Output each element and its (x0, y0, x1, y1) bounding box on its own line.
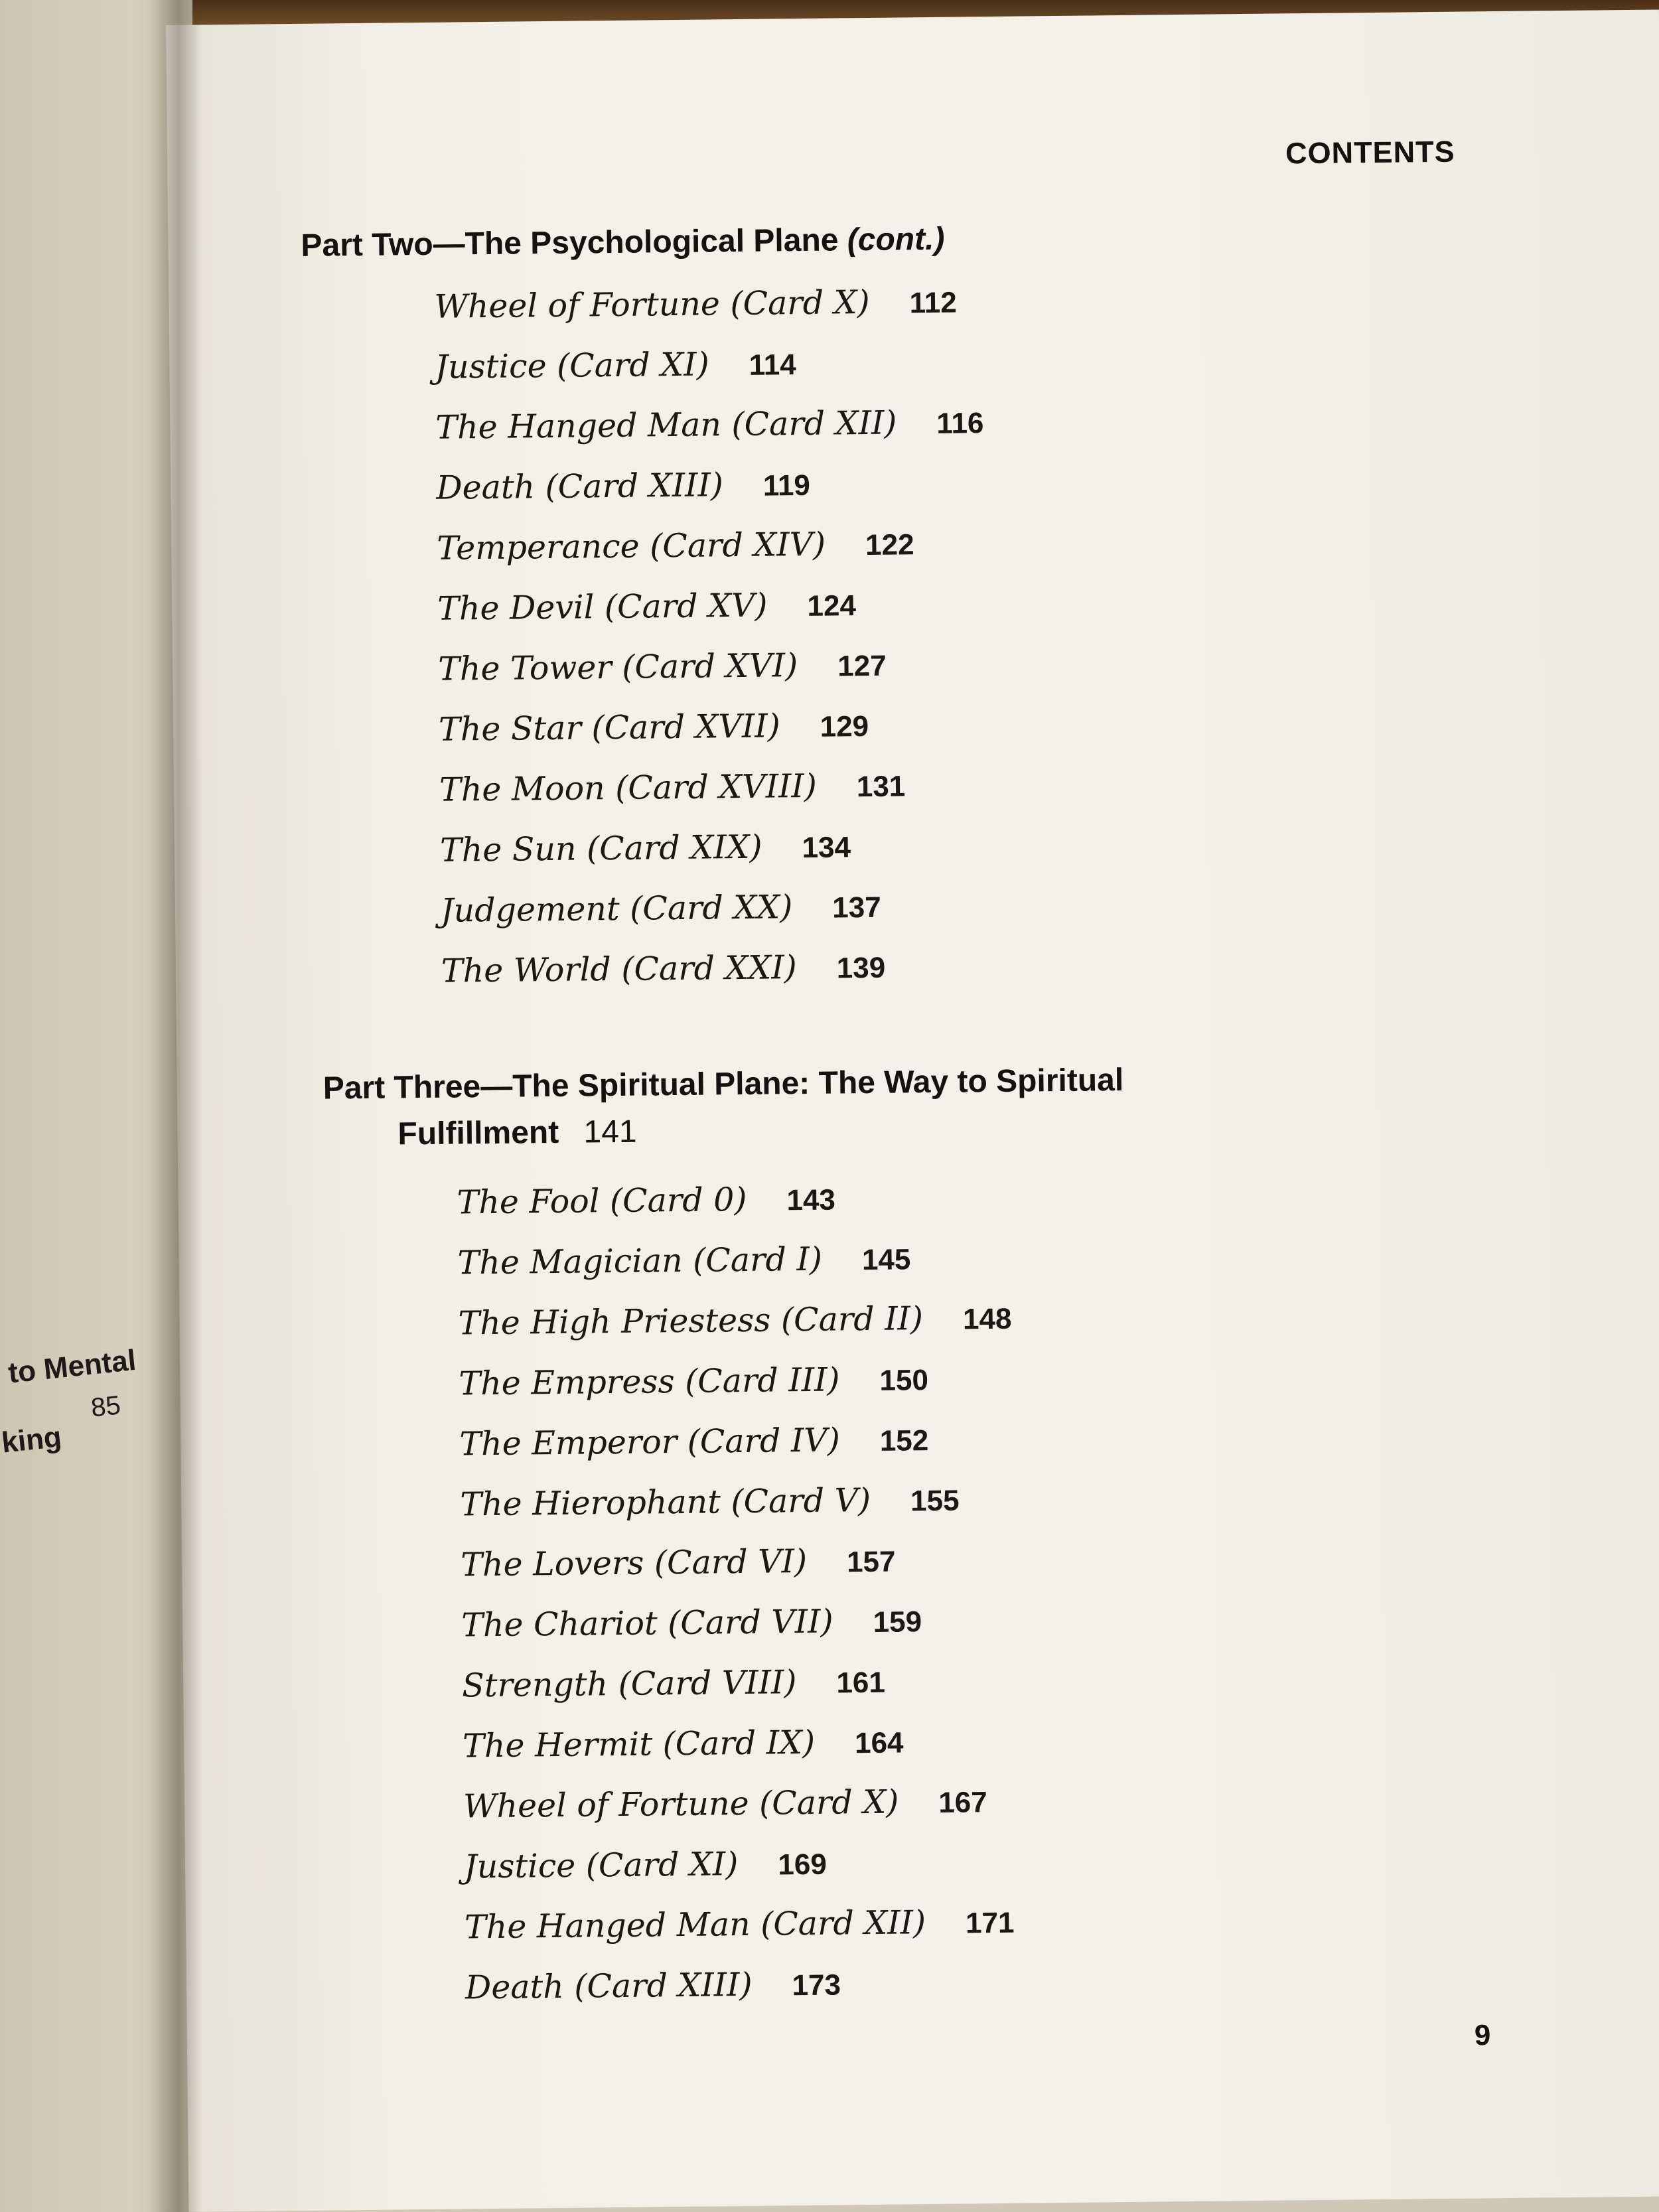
entry-page-number: 124 (807, 589, 857, 623)
entry-page-number: 131 (856, 770, 906, 804)
toc-entry[interactable] (462, 1661, 1016, 1728)
entry-title: The High Priestess (Card II) (458, 1299, 924, 1343)
entry-title: The Tower (Card XVI) (437, 646, 798, 688)
toc-entry[interactable] (465, 1963, 1019, 2029)
toc-entry[interactable] (457, 1238, 1011, 1305)
part-three-page-number: 141 (583, 1114, 637, 1150)
entry-page-number: 164 (854, 1726, 904, 1760)
part-two-cont-label: (cont.) (847, 221, 945, 258)
entry-title: Death (Card XIII) (465, 1965, 753, 2007)
toc-entry[interactable] (461, 1601, 1015, 1667)
entry-title: Justice (Card XI) (435, 345, 709, 386)
entry-title: The Hermit (Card IX) (462, 1723, 816, 1765)
entry-page-number: 152 (879, 1424, 929, 1457)
entry-page-number: 116 (936, 407, 984, 440)
book-gutter-shadow (149, 0, 202, 2212)
entry-page-number: 139 (836, 951, 886, 985)
entry-page-number: 159 (873, 1605, 922, 1639)
part-three-title-line1: Part Three—The Spiritual Plane: The Way to Spiritual (323, 1062, 1124, 1106)
toc-entry[interactable] (457, 1178, 1011, 1244)
page-number: 9 (1474, 2019, 1491, 2052)
entry-page-number: 171 (965, 1906, 1015, 1940)
entry-title: The Devil (Card XV) (437, 586, 768, 628)
toc-entry[interactable] (461, 1540, 1015, 1607)
entry-page-number: 167 (938, 1786, 987, 1819)
part-two-title: Part Two—The Psychological Plane (301, 222, 839, 263)
entry-title: The Hanged Man (Card XII) (464, 1903, 926, 1947)
entry-page-number: 161 (836, 1666, 886, 1700)
toc-entry[interactable] (464, 1842, 1018, 1909)
facing-page-text-1: to Mental (7, 1343, 138, 1390)
part-three-entry-list (457, 1178, 1019, 2029)
entry-title: The Empress (Card III) (459, 1361, 840, 1403)
facing-page-number: 85 (90, 1390, 122, 1423)
part-three-heading (323, 1055, 1385, 1159)
toc-entry[interactable] (441, 886, 989, 952)
entry-page-number: 134 (802, 831, 851, 865)
entry-title: The Lovers (Card VI) (461, 1542, 808, 1584)
entry-page-number: 145 (861, 1243, 911, 1277)
toc-entry[interactable] (439, 765, 988, 832)
toc-entry[interactable] (437, 524, 985, 590)
entry-page-number: 137 (832, 891, 881, 924)
toc-entry[interactable] (458, 1299, 1012, 1365)
toc-entry[interactable] (465, 1903, 1019, 1969)
toc-entry[interactable] (440, 826, 989, 892)
toc-entry[interactable] (435, 342, 983, 409)
entry-page-number: 155 (910, 1484, 960, 1518)
part-three-title-line2 (323, 1101, 1386, 1159)
entry-page-number: 143 (786, 1183, 836, 1217)
entry-page-number: 169 (778, 1848, 828, 1881)
part-three-title-word: Fulfillment (397, 1114, 559, 1152)
part-two-entry-list (434, 282, 989, 1013)
entry-title: The Fool (Card 0) (457, 1180, 747, 1222)
entry-title: The World (Card XXI) (441, 948, 798, 990)
toc-entry[interactable] (434, 282, 983, 348)
entry-title: The Chariot (Card VII) (461, 1602, 833, 1645)
toc-entry[interactable] (436, 463, 985, 530)
entry-title: Justice (Card XI) (463, 1845, 739, 1886)
entry-title: Strength (Card VIII) (461, 1663, 797, 1705)
entry-page-number: 127 (837, 649, 887, 683)
entry-title: The Moon (Card XVIII) (439, 767, 818, 809)
entry-title: Death (Card XIII) (436, 466, 724, 507)
entry-page-number: 122 (865, 528, 914, 562)
toc-entry[interactable] (435, 403, 984, 469)
toc-entry[interactable] (463, 1722, 1017, 1788)
entry-title: The Sun (Card XIX) (439, 828, 762, 869)
toc-entry[interactable] (437, 584, 986, 650)
toc-entry[interactable] (439, 705, 987, 771)
toc-entry[interactable] (441, 946, 990, 1013)
toc-entry[interactable] (459, 1420, 1013, 1486)
entry-page-number: 119 (762, 469, 811, 502)
part-two-heading (301, 216, 945, 269)
entry-title: The Hanged Man (Card XII) (435, 404, 897, 447)
entry-title: The Star (Card XVII) (438, 707, 780, 749)
entry-page-number: 129 (820, 709, 869, 743)
entry-title: The Hierophant (Card V) (460, 1481, 871, 1524)
entry-title: Judgement (Card XX) (440, 888, 793, 930)
toc-entry[interactable] (438, 644, 987, 711)
toc-entry[interactable] (463, 1782, 1017, 1848)
toc-entry[interactable] (459, 1359, 1013, 1426)
entry-title: Wheel of Fortune (Card X) (463, 1783, 899, 1826)
entry-page-number: 173 (792, 1968, 841, 2002)
entry-page-number: 157 (846, 1545, 896, 1579)
entry-title: Wheel of Fortune (Card X) (434, 283, 870, 326)
contents-page (166, 9, 1659, 2211)
toc-entry[interactable] (460, 1480, 1014, 1546)
facing-page-text-2: king (0, 1420, 64, 1459)
entry-title: The Emperor (Card IV) (459, 1421, 841, 1463)
entry-title: The Magician (Card I) (457, 1240, 823, 1282)
entry-page-number: 112 (909, 286, 957, 320)
running-head: CONTENTS (1285, 134, 1455, 171)
entry-title: Temperance (Card XIV) (436, 525, 826, 567)
entry-page-number: 150 (879, 1364, 929, 1397)
entry-page-number: 148 (962, 1302, 1012, 1336)
entry-page-number: 114 (749, 348, 796, 382)
